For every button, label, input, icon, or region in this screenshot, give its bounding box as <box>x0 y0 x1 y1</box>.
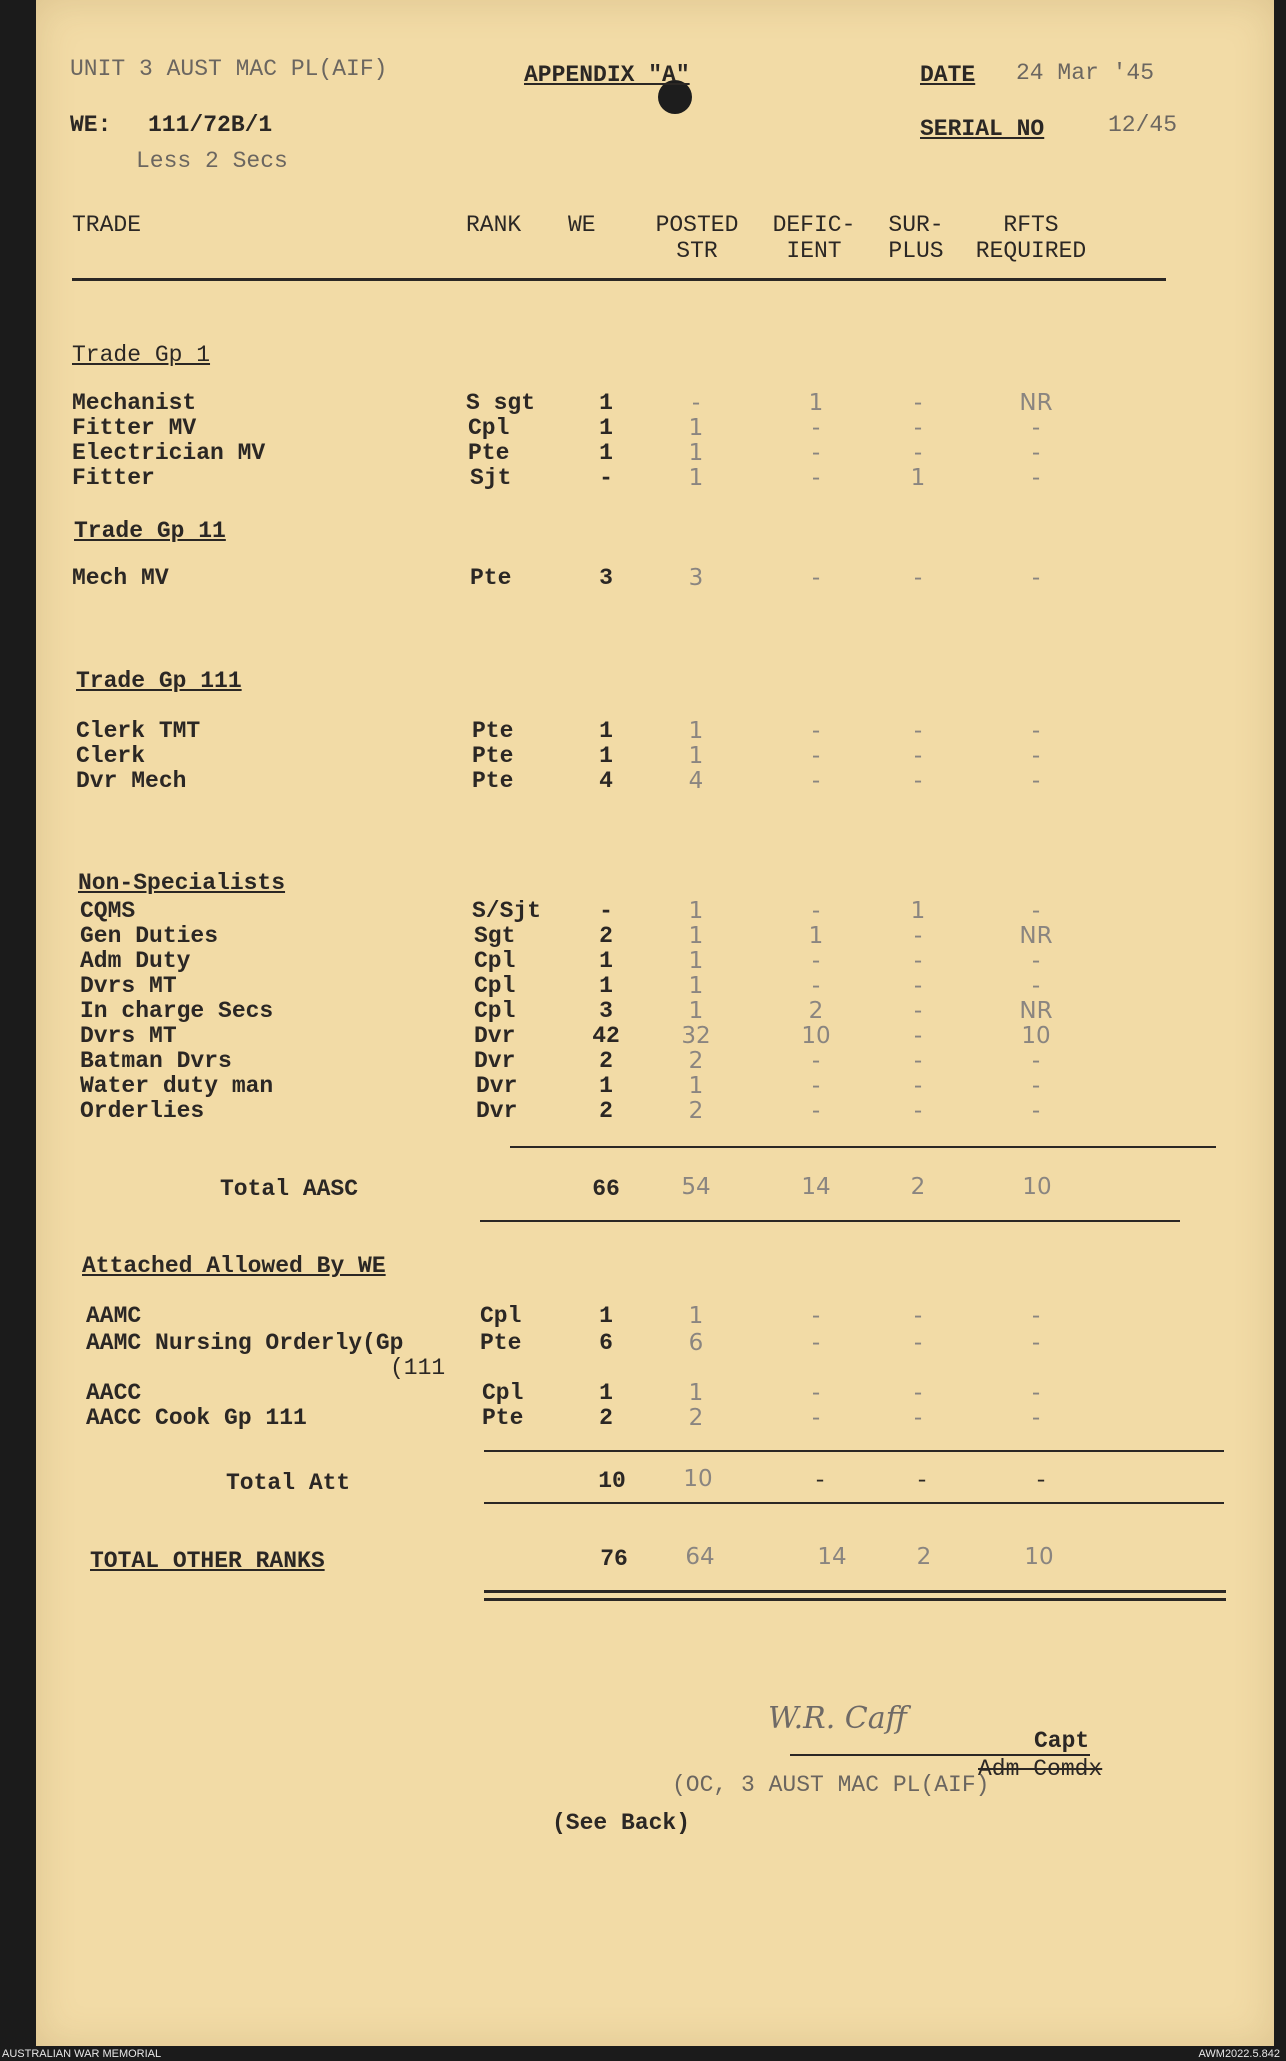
total-att-posted: 10 <box>683 1466 713 1492</box>
unit-line: UNIT 3 AUST MAC PL(AIF) <box>70 56 388 82</box>
total-att-sur: - <box>915 1468 929 1494</box>
row-deficient: - <box>811 465 821 491</box>
signature-rank: Capt <box>1034 1728 1090 1754</box>
col-rfts: RFTS REQUIRED <box>975 212 1087 264</box>
footer-left: AUSTRALIAN WAR MEMORIAL <box>2 2048 162 2060</box>
row-trade: Dvr Mech <box>76 768 187 794</box>
total-aasc-we: 66 <box>592 1176 620 1202</box>
row-deficient: - <box>811 415 821 441</box>
row-surplus: - <box>913 718 923 744</box>
row-rfts: - <box>1031 565 1041 591</box>
row-deficient: - <box>811 898 821 924</box>
row-posted: 1 <box>688 923 704 949</box>
row-deficient: 2 <box>808 998 824 1024</box>
row-posted: 2 <box>688 1405 704 1431</box>
total-att-label: Total Att <box>226 1470 351 1496</box>
row-trade: Mechanist <box>72 390 197 416</box>
row-rank: Pte <box>480 1330 522 1356</box>
row-trade: Dvrs MT <box>80 973 177 999</box>
row-trade: Mech MV <box>72 565 169 591</box>
row-rank: Pte <box>472 743 514 769</box>
see-back: (See Back) <box>552 1810 691 1836</box>
row-rank: Pte <box>482 1405 524 1431</box>
row-rfts: - <box>1031 1380 1041 1406</box>
row-rfts: - <box>1031 973 1041 999</box>
total-aasc-rule-bottom <box>480 1220 1180 1222</box>
row-rfts: NR <box>1019 923 1053 949</box>
header-rule <box>72 278 1166 281</box>
row-posted: 1 <box>688 743 704 769</box>
row-we: 2 <box>599 1405 613 1431</box>
less-secs: Less 2 Secs <box>136 148 288 174</box>
total-other-we: 76 <box>600 1546 628 1572</box>
total-att-we: 10 <box>598 1468 626 1494</box>
row-posted: 1 <box>688 1303 704 1329</box>
row-posted: 1 <box>688 948 704 974</box>
total-aasc-rule-top <box>510 1146 1216 1148</box>
row-surplus: 1 <box>910 465 926 491</box>
row-trade: Water duty man <box>80 1073 274 1099</box>
row-rank: Cpl <box>480 1303 522 1329</box>
row-trade: Adm Duty <box>80 948 191 974</box>
row-trade: Orderlies <box>80 1098 205 1124</box>
row-trade: AACC Cook Gp 111 <box>86 1405 307 1431</box>
row-we: 3 <box>599 998 613 1024</box>
row-rfts: - <box>1031 898 1041 924</box>
row-we: 2 <box>599 1098 613 1124</box>
row-posted: 1 <box>688 718 704 744</box>
row-trade: AAMC <box>86 1303 142 1329</box>
row-rfts: NR <box>1019 998 1053 1024</box>
row-deficient: - <box>811 973 821 999</box>
row-rfts: - <box>1031 1073 1041 1099</box>
row-deficient: - <box>811 1073 821 1099</box>
row-posted: - <box>691 390 701 416</box>
col-surplus: SUR- PLUS <box>888 212 944 264</box>
row-we: 1 <box>599 390 613 416</box>
row-trade: CQMS <box>80 898 136 924</box>
serial-value: 12/45 <box>1108 112 1178 138</box>
total-aasc-sur: 2 <box>910 1174 926 1200</box>
row-rank: Cpl <box>468 415 510 441</box>
row-deficient: 1 <box>808 390 824 416</box>
oc-line: (OC, 3 AUST MAC PL(AIF) <box>672 1772 990 1798</box>
row-rank: Dvr <box>474 1023 516 1049</box>
row-surplus: - <box>913 948 923 974</box>
double-rule-2 <box>484 1598 1226 1601</box>
row-rfts: - <box>1031 1303 1041 1329</box>
row-we: 1 <box>599 973 613 999</box>
row-posted: 2 <box>688 1098 704 1124</box>
row-rfts: - <box>1031 718 1041 744</box>
col-we: WE <box>568 212 596 238</box>
total-other-def: 14 <box>817 1544 847 1570</box>
total-aasc-posted: 54 <box>681 1174 711 1200</box>
row-surplus: - <box>913 998 923 1024</box>
section-trade-gp-1: Trade Gp 1 <box>72 342 211 368</box>
row-deficient: - <box>811 1098 821 1124</box>
row-surplus: - <box>913 743 923 769</box>
row-surplus: - <box>913 415 923 441</box>
row-deficient: - <box>811 1330 821 1356</box>
row-rfts: - <box>1031 1048 1041 1074</box>
row-rfts: - <box>1031 415 1041 441</box>
row-posted: 1 <box>688 440 704 466</box>
date-value: 24 Mar '45 <box>1016 60 1155 86</box>
row-surplus: - <box>913 1330 923 1356</box>
row-we: 4 <box>599 768 613 794</box>
row-rank: Cpl <box>474 998 516 1024</box>
row-rfts: - <box>1031 743 1041 769</box>
row-trade: Clerk <box>76 743 146 769</box>
row-rank: S sgt <box>466 390 536 416</box>
row-surplus: - <box>913 1023 923 1049</box>
row-rfts: - <box>1031 768 1041 794</box>
row-rank: Sgt <box>474 923 516 949</box>
row-we: 42 <box>592 1023 620 1049</box>
total-att-rule-top <box>484 1450 1224 1452</box>
row-rfts: - <box>1031 465 1041 491</box>
row-deficient: - <box>811 565 821 591</box>
total-aasc-label: Total AASC <box>220 1176 359 1202</box>
row-rank: Sjt <box>470 465 512 491</box>
row-deficient: - <box>811 768 821 794</box>
total-other-sur: 2 <box>916 1544 932 1570</box>
row-rank: Pte <box>468 440 510 466</box>
row-trade: Electrician MV <box>72 440 266 466</box>
row-rfts: 10 <box>1021 1023 1051 1049</box>
row-rank: Cpl <box>474 948 516 974</box>
row-rank: Cpl <box>482 1380 524 1406</box>
row-posted: 1 <box>688 415 704 441</box>
row-we: 2 <box>599 1048 613 1074</box>
row-rank: Dvr <box>476 1073 518 1099</box>
signature: W.R. Caff <box>768 1701 907 1736</box>
row-we: 1 <box>599 415 613 441</box>
row-posted: 1 <box>688 1380 704 1406</box>
row-we: 1 <box>599 1073 613 1099</box>
row-rank: Pte <box>472 718 514 744</box>
row-deficient: - <box>811 1380 821 1406</box>
row-we: 1 <box>599 1303 613 1329</box>
row-surplus: - <box>913 565 923 591</box>
row-rfts: - <box>1031 948 1041 974</box>
row-rank: Dvr <box>474 1048 516 1074</box>
col-rank: RANK <box>466 212 522 238</box>
row-deficient: - <box>811 743 821 769</box>
row-we: 2 <box>599 923 613 949</box>
row-rank: S/Sjt <box>472 898 542 924</box>
total-aasc-rfts: 10 <box>1022 1174 1052 1200</box>
row-trade: Clerk TMT <box>76 718 201 744</box>
row-deficient: - <box>811 1048 821 1074</box>
row-we: 3 <box>599 565 613 591</box>
row-surplus: - <box>913 1405 923 1431</box>
row-deficient: - <box>811 1405 821 1431</box>
row-posted: 4 <box>688 768 704 794</box>
row-posted: 3 <box>688 565 704 591</box>
row-deficient: 1 <box>808 923 824 949</box>
total-other-ranks-label: TOTAL OTHER RANKS <box>90 1548 325 1574</box>
row-surplus: - <box>913 923 923 949</box>
row-trade: AAMC Nursing Orderly(Gp <box>86 1330 404 1356</box>
we-value: 111/72B/1 <box>148 112 273 138</box>
section-non-specialists: Non-Specialists <box>78 870 286 896</box>
row-surplus: - <box>913 1048 923 1074</box>
row-surplus: - <box>913 768 923 794</box>
row-we: 1 <box>599 718 613 744</box>
row-posted: 1 <box>688 998 704 1024</box>
row-trade: Fitter <box>72 465 155 491</box>
total-att-def: - <box>813 1468 827 1494</box>
row-deficient: - <box>811 1303 821 1329</box>
row-rfts: - <box>1031 1405 1041 1431</box>
we-label: WE: <box>70 112 112 138</box>
row-we: - <box>599 465 613 491</box>
total-aasc-def: 14 <box>801 1174 831 1200</box>
row-deficient: 10 <box>801 1023 831 1049</box>
row-deficient: - <box>811 948 821 974</box>
row-surplus: - <box>913 1380 923 1406</box>
row-posted: 1 <box>688 465 704 491</box>
row-surplus: - <box>913 973 923 999</box>
row-posted: 6 <box>688 1330 704 1356</box>
section-trade-gp-11: Trade Gp 11 <box>74 518 226 544</box>
row-trade: In charge Secs <box>80 998 274 1024</box>
row-posted: 1 <box>688 1073 704 1099</box>
row-trade: Dvrs MT <box>80 1023 177 1049</box>
row-we: 1 <box>599 948 613 974</box>
row-rfts: - <box>1031 440 1041 466</box>
row-trade: Batman Dvrs <box>80 1048 232 1074</box>
row-deficient: - <box>811 718 821 744</box>
document-page <box>36 0 1274 2046</box>
struck-title: Adm Comdx <box>978 1756 1103 1782</box>
row-surplus: - <box>913 1303 923 1329</box>
row-surplus: 1 <box>910 898 926 924</box>
row-trade: Gen Duties <box>80 923 219 949</box>
row-surplus: - <box>913 390 923 416</box>
row-rfts: NR <box>1019 390 1053 416</box>
row-we: - <box>599 898 613 924</box>
row-surplus: - <box>913 1073 923 1099</box>
row-trade: AACC <box>86 1380 142 1406</box>
row-rfts: - <box>1031 1330 1041 1356</box>
serial-label: SERIAL NO <box>920 116 1045 142</box>
section-trade-gp-111: Trade Gp 111 <box>76 668 242 694</box>
row-rank: Pte <box>472 768 514 794</box>
row-we: 1 <box>599 743 613 769</box>
row-rank: Pte <box>470 565 512 591</box>
row-rfts: - <box>1031 1098 1041 1124</box>
appendix-title: APPENDIX "A" <box>524 62 690 88</box>
col-deficient: DEFIC- IENT <box>772 212 856 264</box>
double-rule-1 <box>484 1590 1226 1593</box>
footer-right: AWM2022.5.842 <box>1198 2048 1280 2060</box>
date-label: DATE <box>920 62 976 88</box>
row-surplus: - <box>913 440 923 466</box>
total-att-rule-bottom <box>484 1502 1224 1504</box>
row-we: 1 <box>599 440 613 466</box>
col-trade: TRADE <box>72 212 142 238</box>
row-rank: Cpl <box>474 973 516 999</box>
col-posted: POSTED STR <box>655 212 739 264</box>
total-att-rfts: - <box>1034 1468 1048 1494</box>
row-posted: 32 <box>681 1023 711 1049</box>
row-deficient: - <box>811 440 821 466</box>
row-surplus: - <box>913 1098 923 1124</box>
nursing-continuation: (111 <box>390 1355 446 1381</box>
row-we: 1 <box>599 1380 613 1406</box>
total-other-rfts: 10 <box>1024 1544 1054 1570</box>
row-posted: 2 <box>688 1048 704 1074</box>
row-posted: 1 <box>688 898 704 924</box>
row-trade: Fitter MV <box>72 415 197 441</box>
section-attached: Attached Allowed By WE <box>82 1253 386 1279</box>
row-rank: Dvr <box>476 1098 518 1124</box>
total-other-posted: 64 <box>685 1544 715 1570</box>
row-posted: 1 <box>688 973 704 999</box>
row-we: 6 <box>599 1330 613 1356</box>
